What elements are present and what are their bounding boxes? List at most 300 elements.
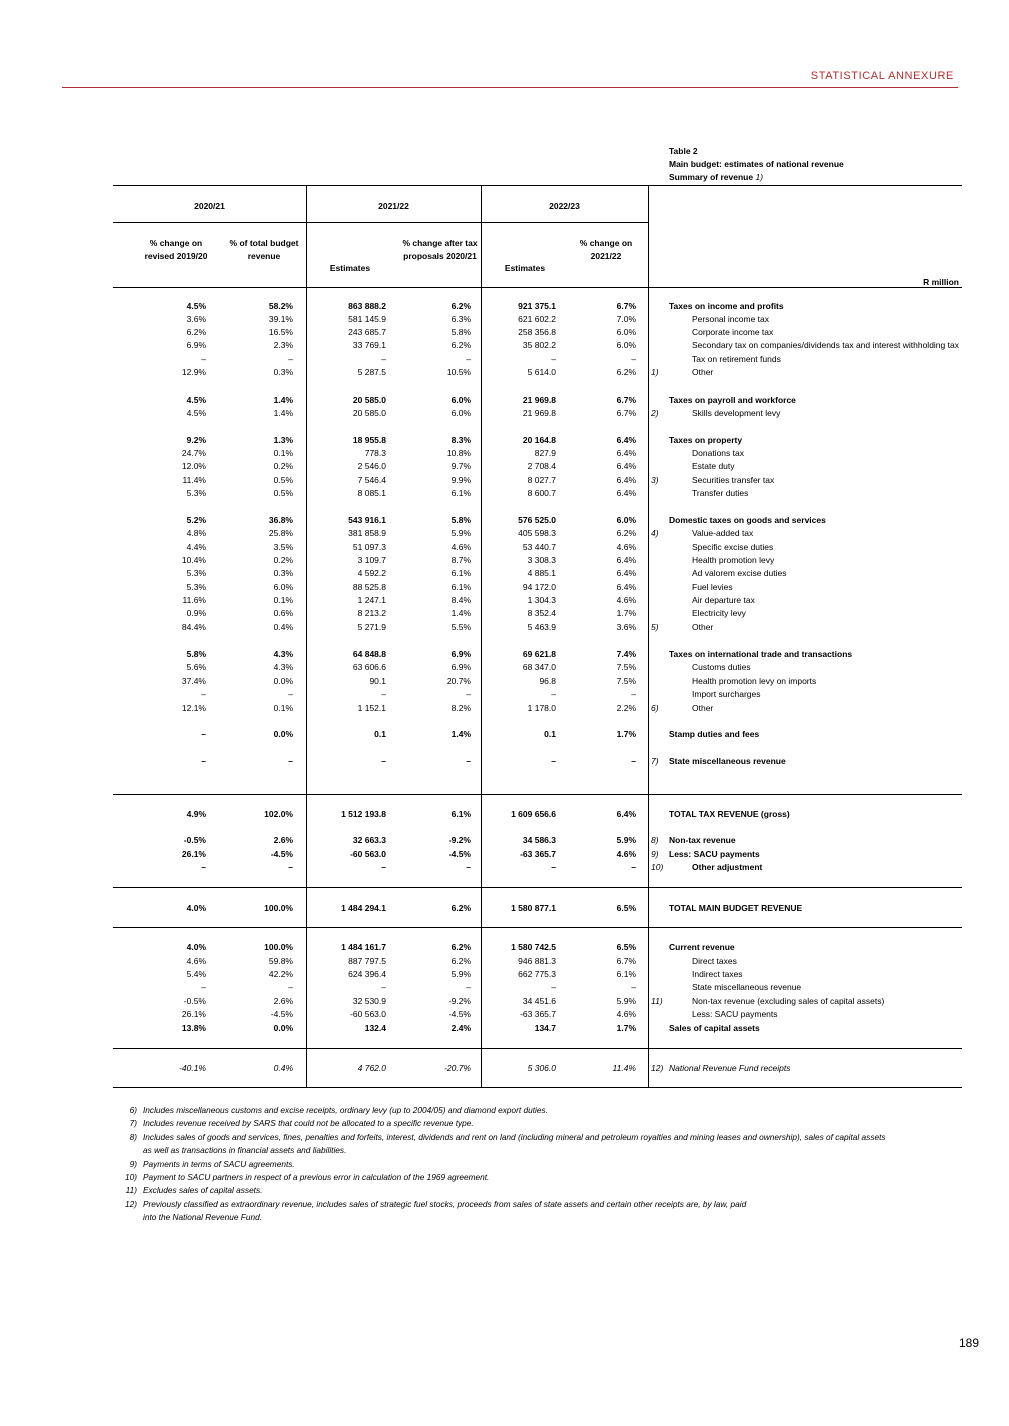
table-cell: 0.0% xyxy=(273,1023,293,1033)
table-cell: 621 602.2 xyxy=(518,314,556,324)
table-cell: -40.1% xyxy=(179,1063,206,1073)
section-rule xyxy=(113,794,962,795)
table-cell: 827.9 xyxy=(534,448,556,458)
table-cell: 68 347.0 xyxy=(522,662,556,672)
row-label: Taxes on income and profits xyxy=(669,301,784,311)
table-cell: 946 881.3 xyxy=(518,956,556,966)
table-cell: 1 484 294.1 xyxy=(341,903,386,913)
table-cell: 0.1% xyxy=(273,595,293,605)
row-label: Taxes on payroll and workforce xyxy=(669,395,796,405)
table-cell: 1.7% xyxy=(616,729,636,739)
footnote xyxy=(117,1158,886,1171)
row-label: State miscellaneous revenue xyxy=(669,756,786,766)
table-cell: 35 802.2 xyxy=(522,340,556,350)
table-cell: 887 797.5 xyxy=(348,956,386,966)
row-label: Less: SACU payments xyxy=(669,849,760,859)
table-cell: 6.4% xyxy=(616,555,636,565)
table-cell: 1 304.3 xyxy=(527,595,556,605)
table-cell: – xyxy=(381,354,386,364)
table-cell: – xyxy=(551,756,556,766)
table-cell: 9.2% xyxy=(186,435,206,445)
table-cell: 33 769.1 xyxy=(352,340,386,350)
table-cell: 3.5% xyxy=(273,542,293,552)
table-cell: 6.9% xyxy=(451,662,471,672)
table-cell: -4.5% xyxy=(448,849,471,859)
table-cell: 20 585.0 xyxy=(352,408,386,418)
section-header: STATISTICAL ANNEXURE xyxy=(810,70,954,82)
table-cell: 100.0% xyxy=(264,942,293,952)
footnote-number: 11) xyxy=(125,1185,137,1196)
table-cell: 6.7% xyxy=(616,301,636,311)
table-cell: 51 097.3 xyxy=(352,542,386,552)
table-cell: 3.6% xyxy=(186,314,206,324)
footnote-text: as well as transactions in financial assets and liabilities. xyxy=(143,1145,347,1156)
table-cell: 24.7% xyxy=(181,448,206,458)
table-cell: 8 352.4 xyxy=(527,608,556,618)
table-cell: 6.2% xyxy=(451,301,471,311)
table-cell: 42.2% xyxy=(268,969,293,979)
table-cell: – xyxy=(288,982,293,992)
table-cell: 20.7% xyxy=(446,676,471,686)
table-cell: 8 085.1 xyxy=(357,488,386,498)
table-cell: 6.7% xyxy=(616,956,636,966)
year-header: 2022/23 xyxy=(549,201,580,211)
row-note-ref: 10) xyxy=(651,862,664,872)
table-subtitle: Summary of revenue 1) xyxy=(669,172,764,182)
section-rule xyxy=(113,887,962,888)
table-cell: 4.4% xyxy=(186,542,206,552)
table-cell: 0.5% xyxy=(273,475,293,485)
row-label: Other xyxy=(692,622,714,632)
section-rule xyxy=(113,1048,962,1049)
table-cell: – xyxy=(201,689,206,699)
table-cell: 6.2% xyxy=(186,327,206,337)
table-cell: 921 375.1 xyxy=(518,301,556,311)
table-cell: 26.1% xyxy=(181,1009,206,1019)
table-cell: 134.7 xyxy=(534,1023,556,1033)
table-cell: 4 592.2 xyxy=(357,568,386,578)
table-cell: 5.9% xyxy=(451,528,471,538)
table-cell: 4.6% xyxy=(616,542,636,552)
row-note-ref: 1) xyxy=(651,367,659,377)
row-label: State miscellaneous revenue xyxy=(692,982,802,992)
header-divider xyxy=(62,87,958,88)
table-cell: 102.0% xyxy=(264,809,293,819)
table-cell: 6.4% xyxy=(616,435,636,445)
table-cell: 6.5% xyxy=(616,942,636,952)
row-label: Value-added tax xyxy=(692,528,754,538)
footnote-number: 7) xyxy=(129,1118,137,1129)
row-label: Customs duties xyxy=(692,662,751,672)
row-label: Other xyxy=(692,367,714,377)
table-cell: 11.4% xyxy=(612,1063,636,1073)
row-label: Other xyxy=(692,703,714,713)
table-cell: 6.1% xyxy=(451,582,471,592)
row-note-ref: 2) xyxy=(651,408,659,418)
table-cell: 1 580 877.1 xyxy=(511,903,556,913)
table-cell: 6.1% xyxy=(451,488,471,498)
table-cell: 6.1% xyxy=(451,568,471,578)
table-cell: 20 585.0 xyxy=(352,395,386,405)
row-note-ref: 7) xyxy=(651,756,659,766)
row-label: Sales of capital assets xyxy=(669,1023,760,1033)
table-cell: 2.3% xyxy=(273,340,293,350)
table-cell: 63 606.6 xyxy=(352,662,386,672)
table-cell: – xyxy=(551,689,556,699)
table-cell: 4.8% xyxy=(186,528,206,538)
table-cell: 90.1 xyxy=(369,676,386,686)
table-cell: 0.2% xyxy=(273,555,293,565)
row-label: Personal income tax xyxy=(692,314,770,324)
table-cell: 0.0% xyxy=(273,729,293,739)
row-label: Non-tax revenue (excluding sales of capital assets) xyxy=(692,996,885,1006)
footnote-number xyxy=(117,1211,137,1224)
table-cell: 8.7% xyxy=(451,555,471,565)
table-cell: 32 663.3 xyxy=(352,835,386,845)
table-cell: 1 609 656.6 xyxy=(511,809,556,819)
table-cell: -4.5% xyxy=(270,849,293,859)
table-cell: – xyxy=(551,354,556,364)
table-cell: 8 213.2 xyxy=(357,608,386,618)
table-cell: 3 308.3 xyxy=(527,555,556,565)
table-cell: 9.7% xyxy=(451,461,471,471)
table-cell: 6.2% xyxy=(451,942,471,952)
table-cell: 6.0% xyxy=(616,515,636,525)
row-label: Indirect taxes xyxy=(692,969,743,979)
table-cell: 9.9% xyxy=(451,475,471,485)
table-cell: 258 356.8 xyxy=(518,327,556,337)
table-cell: -9.2% xyxy=(448,835,471,845)
table-cell: 243 685.7 xyxy=(348,327,386,337)
row-label: Stamp duties and fees xyxy=(669,729,760,739)
table-cell: 0.4% xyxy=(273,1063,293,1073)
table-cell: 1 484 161.7 xyxy=(341,942,386,952)
table-cell: 1.7% xyxy=(616,1023,636,1033)
table-cell: 4.6% xyxy=(616,849,636,859)
column-header: % change on 2021/22 xyxy=(579,238,633,261)
table-cell: 34 451.6 xyxy=(522,996,556,1006)
table-cell: – xyxy=(466,354,471,364)
row-label: TOTAL MAIN BUDGET REVENUE xyxy=(669,903,803,913)
row-label: Specific excise duties xyxy=(692,542,774,552)
table-cell: 2.6% xyxy=(273,996,293,1006)
row-label: Fuel levies xyxy=(692,582,733,592)
table-cell: 5 614.0 xyxy=(527,367,556,377)
row-label: Air departure tax xyxy=(692,595,755,605)
table-cell: 6.4% xyxy=(616,461,636,471)
row-note-ref: 3) xyxy=(651,475,659,485)
table-cell: 8.2% xyxy=(451,703,471,713)
table-cell: 6.2% xyxy=(451,956,471,966)
table-cell: 1 512 193.8 xyxy=(341,809,386,819)
table-number: Table 2 xyxy=(669,146,698,156)
table-cell: 7.4% xyxy=(616,649,636,659)
table-cell: – xyxy=(631,354,636,364)
row-label: Tax on retirement funds xyxy=(692,354,781,364)
table-cell: 96.8 xyxy=(539,676,556,686)
table-cell: 12.1% xyxy=(181,703,206,713)
row-label: Import surcharges xyxy=(692,689,761,699)
table-cell: 21 969.8 xyxy=(522,395,556,405)
table-cell: 6.2% xyxy=(616,367,636,377)
table-cell: 7.5% xyxy=(616,676,636,686)
table-cell: 7.5% xyxy=(616,662,636,672)
table-cell: 6.2% xyxy=(451,340,471,350)
table-cell: 1 178.0 xyxy=(527,703,556,713)
table-cell: 20 164.8 xyxy=(522,435,556,445)
table-cell: 5.3% xyxy=(186,488,206,498)
table-cell: 0.1% xyxy=(273,703,293,713)
table-cell: – xyxy=(631,756,636,766)
footnote xyxy=(117,1144,886,1157)
table-cell: 34 586.3 xyxy=(522,835,556,845)
row-label: National Revenue Fund receipts xyxy=(669,1063,791,1073)
table-cell: – xyxy=(381,862,386,872)
footnote-text: Payments in terms of SACU agreements. xyxy=(143,1158,295,1169)
table-cell: 1.7% xyxy=(616,608,636,618)
table-cell: -0.5% xyxy=(183,996,206,1006)
table-cell: 37.4% xyxy=(181,676,206,686)
table-cell: 53 440.7 xyxy=(522,542,556,552)
table-cell: 11.4% xyxy=(182,475,206,485)
table-cell: 6.4% xyxy=(616,448,636,458)
table-title: Main budget: estimates of national revenue xyxy=(669,159,844,169)
row-label: TOTAL TAX REVENUE (gross) xyxy=(669,809,790,819)
table-cell: 6.4% xyxy=(616,488,636,498)
table-cell: 6.4% xyxy=(616,475,636,485)
table-cell: 6.9% xyxy=(451,649,471,659)
table-cell: 16.5% xyxy=(268,327,293,337)
table-cell: 5.8% xyxy=(451,515,471,525)
footnote-text: Includes revenue received by SARS that could not be allocated to a specific revenue type. xyxy=(143,1118,474,1129)
table-cell: 84.4% xyxy=(181,622,206,632)
footnote-number: 12) xyxy=(125,1198,137,1209)
table-cell: 8 027.7 xyxy=(527,475,556,485)
header-bottom-rule xyxy=(113,287,962,288)
table-cell: 4.3% xyxy=(273,662,293,672)
table-cell: 4.6% xyxy=(616,1009,636,1019)
table-cell: – xyxy=(631,689,636,699)
table-cell: 0.1 xyxy=(544,729,556,739)
table-cell: 5 287.5 xyxy=(357,367,386,377)
row-label: Transfer duties xyxy=(692,488,749,498)
table-cell: -20.7% xyxy=(444,1063,471,1073)
table-cell: 624 396.4 xyxy=(348,969,386,979)
footnote xyxy=(117,1198,886,1211)
table-cell: 7 546.4 xyxy=(357,475,386,485)
table-cell: -63 365.7 xyxy=(520,849,556,859)
table-cell: 8 600.7 xyxy=(527,488,556,498)
row-label: Current revenue xyxy=(669,942,735,952)
footnote xyxy=(117,1131,886,1144)
column-divider xyxy=(648,185,649,1087)
table-cell: 12.9% xyxy=(181,367,206,377)
table-cell: 5.9% xyxy=(616,835,636,845)
table-cell: 2.6% xyxy=(273,835,293,845)
row-label: Health promotion levy xyxy=(692,555,775,565)
table-cell: 6.2% xyxy=(616,528,636,538)
table-cell: 2 546.0 xyxy=(357,461,386,471)
row-label: Non-tax revenue xyxy=(669,835,736,845)
table-cell: – xyxy=(288,354,293,364)
footnote-text: Previously classified as extraordinary revenue, includes sales of strategic fuel stocks, proceeds from sales of state assets and certain other receipts are, by law, paid xyxy=(143,1198,747,1209)
table-cell: 4.6% xyxy=(451,542,471,552)
row-note-ref: 4) xyxy=(651,528,659,538)
table-cell: 6.5% xyxy=(616,903,636,913)
table-cell: – xyxy=(201,756,206,766)
table-cell: 0.1 xyxy=(374,729,386,739)
table-cell: 11.6% xyxy=(182,595,206,605)
table-cell: 6.0% xyxy=(451,408,471,418)
row-label: Electricity levy xyxy=(692,608,746,618)
table-cell: 13.8% xyxy=(181,1023,206,1033)
table-cell: 581 145.9 xyxy=(348,314,386,324)
table-cell: 21 969.8 xyxy=(522,408,556,418)
table-cell: – xyxy=(631,862,636,872)
row-label: Donations tax xyxy=(692,448,744,458)
table-cell: 0.0% xyxy=(273,676,293,686)
table-cell: 58.2% xyxy=(268,301,293,311)
table-cell: – xyxy=(201,729,206,739)
column-header: % of total budget revenue xyxy=(229,238,299,261)
row-label: Other adjustment xyxy=(692,862,763,872)
table-cell: -63 365.7 xyxy=(520,1009,556,1019)
table-cell: 26.1% xyxy=(181,849,206,859)
row-label: Estate duty xyxy=(692,461,735,471)
table-cell: – xyxy=(551,982,556,992)
table-cell: – xyxy=(631,982,636,992)
table-cell: 6.7% xyxy=(616,408,636,418)
footnote-text: Includes sales of goods and services, fines, penalties and forfeits, interest, dividends and rent on land (including mineral and petroleum royalties and mining leases and ownership), sales of capital assets xyxy=(143,1131,886,1142)
table-cell: 4.3% xyxy=(273,649,293,659)
table-cell: -60 563.0 xyxy=(350,849,386,859)
row-label: Ad valorem excise duties xyxy=(692,568,787,578)
footnote xyxy=(117,1211,886,1224)
row-label: Corporate income tax xyxy=(692,327,774,337)
table-cell: -60 563.0 xyxy=(350,1009,386,1019)
table-cell: 32 530.9 xyxy=(352,996,386,1006)
table-cell: 4.5% xyxy=(186,301,206,311)
table-cell: – xyxy=(288,756,293,766)
table-cell: 6.4% xyxy=(616,582,636,592)
table-cell: 0.6% xyxy=(273,608,293,618)
table-cell: 4 762.0 xyxy=(357,1063,386,1073)
footnote-number xyxy=(117,1144,137,1157)
footnote-text: Includes miscellaneous customs and excise receipts, ordinary levy (up to 2004/05) and diamond export duties. xyxy=(143,1105,548,1115)
table-cell: 88 525.8 xyxy=(352,582,386,592)
table-cell: 100.0% xyxy=(264,903,293,913)
row-label: Securities transfer tax xyxy=(692,475,775,485)
row-label: Taxes on international trade and transactions xyxy=(669,649,853,659)
table-cell: 5.2% xyxy=(186,515,206,525)
table-cell: 132.4 xyxy=(364,1023,386,1033)
table-cell: 5 306.0 xyxy=(527,1063,556,1073)
table-caption xyxy=(669,145,844,184)
row-note-ref: 11) xyxy=(651,996,663,1006)
table-cell: – xyxy=(288,862,293,872)
table-cell: 7.0% xyxy=(616,314,636,324)
footnote-text: Excludes sales of capital assets. xyxy=(143,1185,263,1196)
table-cell: 39.1% xyxy=(268,314,293,324)
table-cell: 0.3% xyxy=(273,367,293,377)
column-header: Estimates xyxy=(329,263,371,273)
table-cell: 6.1% xyxy=(616,969,636,979)
footnote xyxy=(117,1104,886,1117)
footnotes xyxy=(117,1104,886,1225)
table-cell: – xyxy=(466,982,471,992)
table-cell: 25.8% xyxy=(268,528,293,538)
table-cell: 4.5% xyxy=(186,395,206,405)
table-cell: 1.4% xyxy=(273,395,293,405)
units-label: R million xyxy=(923,277,959,287)
table-cell: -4.5% xyxy=(448,1009,471,1019)
table-cell: -9.2% xyxy=(448,996,471,1006)
table-cell: 1 580 742.5 xyxy=(511,942,556,952)
footnote-number: 9) xyxy=(129,1158,137,1169)
footnote-number: 10) xyxy=(125,1172,137,1183)
year-header: 2020/21 xyxy=(194,201,225,211)
table-cell: 4.6% xyxy=(186,956,206,966)
table-cell: 6.7% xyxy=(616,395,636,405)
section-rule xyxy=(113,927,962,928)
row-note-ref: 9) xyxy=(651,849,659,859)
table-cell: – xyxy=(551,862,556,872)
table-cell: 4.0% xyxy=(186,903,206,913)
table-cell: 4 885.1 xyxy=(527,568,556,578)
footnote-number: 8) xyxy=(129,1131,137,1142)
table-cell: 0.4% xyxy=(273,622,293,632)
table-cell: 1.4% xyxy=(451,608,471,618)
table-cell: 5.6% xyxy=(186,662,206,672)
footnote xyxy=(117,1171,886,1184)
table-cell: 5 271.9 xyxy=(357,622,386,632)
table-cell: 0.2% xyxy=(273,461,293,471)
row-label: Less: SACU payments xyxy=(692,1009,778,1019)
table-cell: 5.9% xyxy=(451,969,471,979)
table-cell: 5.3% xyxy=(186,582,206,592)
table-cell: 0.1% xyxy=(273,448,293,458)
row-label: Direct taxes xyxy=(692,956,737,966)
table-cell: – xyxy=(201,982,206,992)
table-cell: 6.0% xyxy=(616,327,636,337)
table-cell: 10.5% xyxy=(446,367,471,377)
table-cell: – xyxy=(201,354,206,364)
table-cell: 662 775.3 xyxy=(518,969,556,979)
table-cell: – xyxy=(381,982,386,992)
row-label: Domestic taxes on goods and services xyxy=(669,515,826,525)
table-cell: 64 848.8 xyxy=(352,649,386,659)
column-header: % change after tax proposals 2020/21 xyxy=(402,238,478,261)
table-cell: 4.5% xyxy=(186,408,206,418)
table-cell: 5.8% xyxy=(451,327,471,337)
table-cell: 1 152.1 xyxy=(357,703,386,713)
table-bottom-rule xyxy=(113,1087,962,1088)
table-cell: – xyxy=(381,689,386,699)
table-cell: 5.3% xyxy=(186,568,206,578)
table-cell: 1 247.1 xyxy=(357,595,386,605)
table-cell: 18 955.8 xyxy=(352,435,386,445)
table-cell: 1.4% xyxy=(273,408,293,418)
table-cell: 10.4% xyxy=(181,555,206,565)
table-cell: 8.3% xyxy=(451,435,471,445)
table-cell: 4.0% xyxy=(186,942,206,952)
row-note-ref: 12) xyxy=(651,1063,664,1073)
row-label: Health promotion levy on imports xyxy=(692,676,817,686)
footnote xyxy=(117,1117,886,1130)
table-cell: 5.8% xyxy=(186,649,206,659)
year-header: 2021/22 xyxy=(378,201,409,211)
footnote xyxy=(117,1184,886,1197)
